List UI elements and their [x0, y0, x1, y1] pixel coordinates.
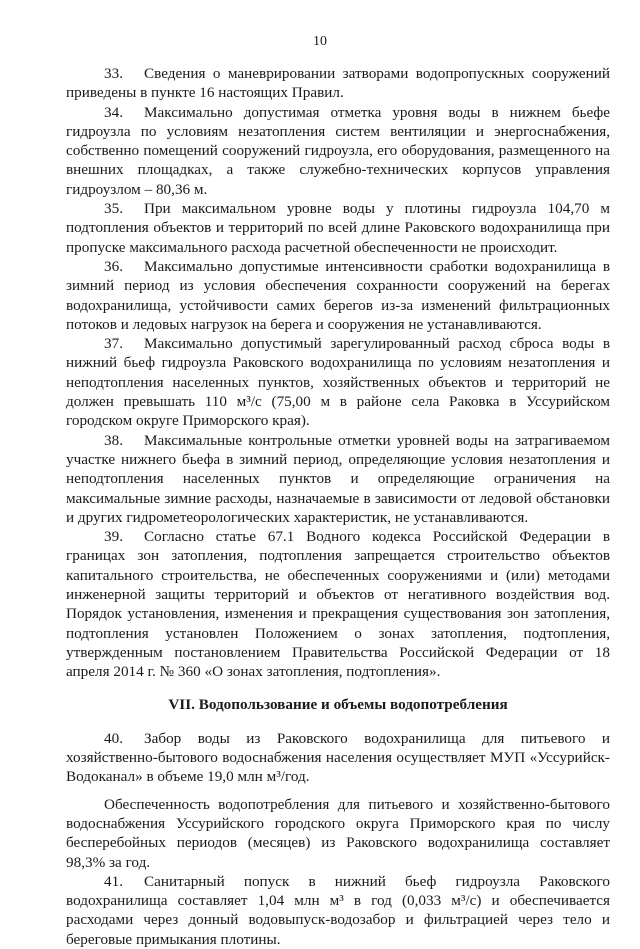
paragraph-35	[66, 199, 610, 257]
paragraph-41	[66, 872, 610, 949]
paragraph-text: При максимальном уровне воды у плотины гидроузла 104,70 м подтопления объектов и территорий по всей длине Раковского водохранилища при пропуске максимального расхода расчетной обеспеченности не происходит.	[66, 200, 610, 256]
section-heading: VII. Водопользование и объемы водопотребления	[168, 695, 508, 713]
paragraph-39	[66, 527, 610, 681]
paragraph-text: Максимально допустимый зарегулированный расход сброса воды в нижний бьеф гидроузла Раковского водохранилища по условиям незатопления и неподтопления населенных пунктов, хозяйственных объектов и территорий не должен превышать 110 м³/с (75,00 м в районе села Раковка в Уссурийском городском округе Приморского края).	[66, 335, 610, 430]
paragraph-number: 41.	[104, 872, 123, 890]
paragraph-number: 33.	[104, 65, 123, 82]
paragraph-text: Обеспеченность водопотребления для питьевого и хозяйственно-бытового водоснабжения Уссурийского городского округа Приморского края по числу бесперебойных периодов (месяцев) из Раковского водохранилища составляет 98,3% за год.	[66, 795, 610, 871]
paragraph-number: 34.	[104, 103, 123, 121]
paragraph-text: Максимально допустимые интенсивности сработки водохранилища в зимний период из условия обеспечения сохранности сооружений на берегах водохранилища, устойчивости самих берегов из-за изменений фильтрационных потоков и ледовых нагрузок на берега и сооружения не устанавливаются.	[66, 257, 610, 333]
paragraph-number: 35.	[104, 200, 123, 218]
paragraph-number: 40.	[104, 729, 123, 747]
paragraph-36	[66, 257, 610, 334]
paragraph-34	[66, 103, 610, 199]
paragraph-text: Согласно статье 67.1 Водного кодекса Российской Федерации в границах зон затопления, подтопления запрещается строительство объектов капитального строительства, не обеспеченных сооружениями и (или) методами инженерной защиты территорий и объектов от негативного воздействия вод. Порядок установления, изменения и прекращения существования зон затопления, подтопления установлен Положением о зонах затопления, подтопления, утвержденным постановлением Правительства Российской Федерации от 18 апреля 2014 г. № 360 «О зонах затопления, подтопления».	[66, 528, 610, 681]
paragraph-text: Максимальные контрольные отметки уровней воды на затрагиваемом участке нижнего бьефа в зимний период, определяющие условия незатопления и неподтопления населенных пунктов и определяющие ограничения на максимальные зимние расходы, назначаемые в зависимости от ледовой обстановки и других гидрометеорологических характеристик, не устанавливаются.	[66, 431, 610, 526]
paragraph-33	[66, 64, 610, 103]
paragraph-38	[66, 431, 610, 527]
paragraph-text: Забор воды из Раковского водохранилища для питьевого и хозяйственно-бытового водоснабжения населения осуществляет МУП «Уссурийск-Водоканал» в объеме 19,0 млн м³/год.	[66, 729, 610, 786]
paragraph-text: Максимально допустимая отметка уровня воды в нижнем бьефе гидроузла по условиям незатопления систем вентиляции и энергоснабжения, собственно помещений сооружений гидроузла, его оборудования, размещенного на внешних площадках, а также служебно-технических корпусов управления гидроузлом – 80,36 м.	[66, 103, 610, 198]
paragraph-40	[66, 729, 610, 787]
paragraph-number: 39.	[104, 528, 123, 546]
page-number: 10	[313, 34, 327, 49]
paragraph-text: Сведения о маневрировании затворами водопропускных сооружений приведены в пункте 16 настоящих Правил.	[66, 65, 610, 102]
paragraph-number: 36.	[104, 257, 123, 275]
paragraph-supply-reliability	[66, 795, 610, 872]
document-body	[66, 64, 610, 949]
paragraph-37	[66, 334, 610, 430]
paragraph-number: 37.	[104, 335, 123, 353]
paragraph-text: Санитарный попуск в нижний бьеф гидроузла Раковского водохранилища составляет 1,04 млн м³ в год (0,033 м³/с) и обеспечивается расходами через донный водовыпуск-водозабор и фильтрацией через тело и береговые примыкания плотины.	[66, 872, 610, 948]
paragraph-spacer	[66, 787, 610, 795]
paragraph-number: 38.	[104, 431, 123, 449]
